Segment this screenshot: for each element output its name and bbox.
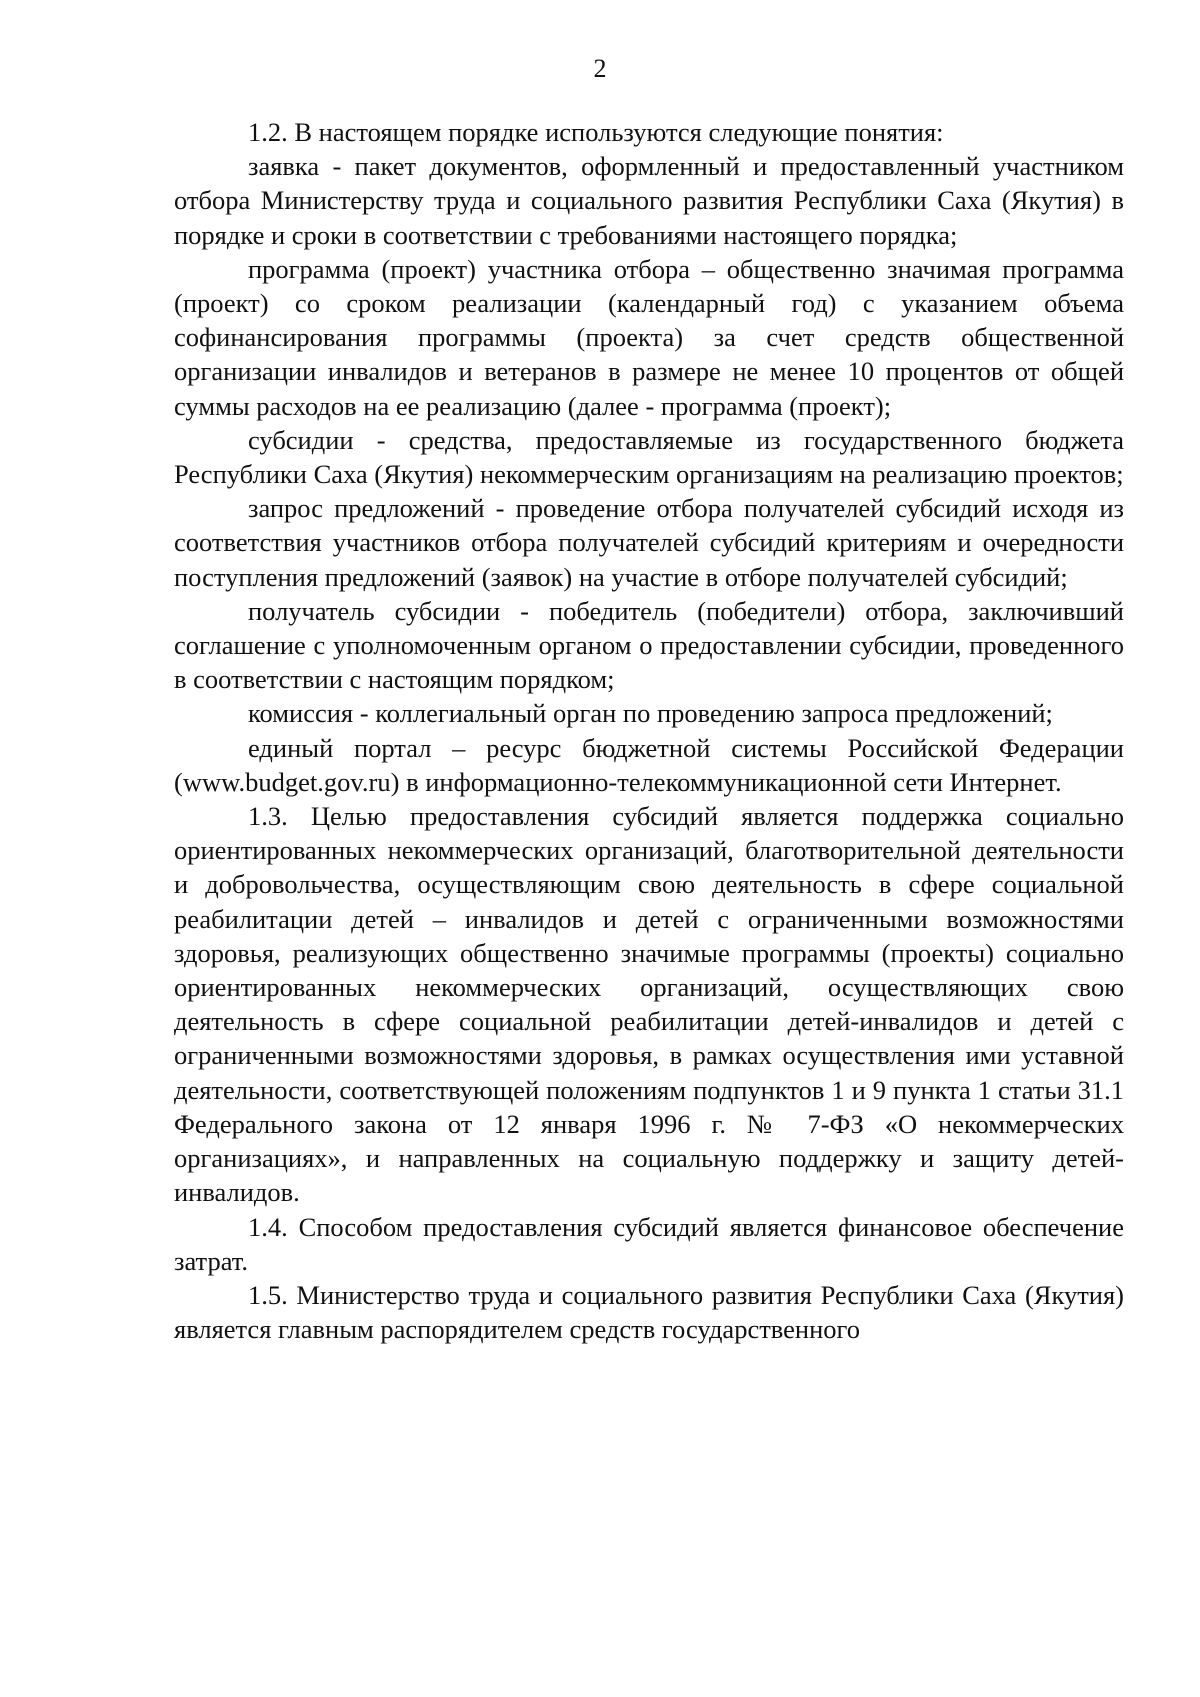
paragraph-definition-subsidies: субсидии - средства, предоставляемые из государственного бюджета Республики Саха (Якутия) некоммерческим организациям на реализацию проектов; xyxy=(174,424,1124,490)
paragraph-definition-portal: единый портал – ресурс бюджетной системы Российской Федерации (www.budget.gov.ru) в информационно-телекоммуникационной сети Интернет. xyxy=(174,732,1124,797)
paragraph-1-2-intro: 1.2. В настоящем порядке используются следующие понятия: xyxy=(248,117,944,147)
document-body xyxy=(174,115,1124,1346)
paragraph-definition-request-for-proposals: запрос предложений - проведение отбора получателей субсидий исходя из соответствия участников отбора получателей субсидий критериям и очередности поступления предложений (заявок) на участие в отборе получателей субсидий; xyxy=(174,493,1124,592)
page-number: 2 xyxy=(593,54,607,83)
paragraph-1-5-ministry: 1.5. Министерство труда и социального развития Республики Саха (Якутия) является главным распорядителем средств государственного xyxy=(174,1279,1124,1345)
paragraph-1-3-purpose: 1.3. Целью предоставления субсидий является поддержка социально ориентированных некоммерческих организаций, благотворительной деятельности и добровольчества, осуществляющим свою деятельность в сфере социальной реабилитации детей – инвалидов и детей с ограниченными возможностями здоровья, реализующих общественно значимые программы (проекты) социально ориентированных некоммерческих организаций, осуществляющих свою деятельность в сфере социальной реабилитации детей-инвалидов и детей с ограниченными возможностями здоровья, в рамках осуществления ими уставной деятельности, соответствующей положениям подпунктов 1 и 9 пункта 1 статьи 31.1 Федерального закона от 12 января 1996 г. № 7-ФЗ «О некоммерческих организациях», и направленных на социальную поддержку и защиту детей-инвалидов. xyxy=(174,801,1124,1208)
paragraph-definition-commission: комиссия - коллегиальный орган по проведению запроса предложений; xyxy=(248,698,1053,729)
paragraph-definition-application: заявка - пакет документов, оформленный и предоставленный участником отбора Министерству труда и социального развития Республики Саха (Якутия) в порядке и сроки в соответствии с требованиями настоящего порядка; xyxy=(174,151,1124,250)
paragraph-1-4-method: 1.4. Способом предоставления субсидий является финансовое обеспечение затрат. xyxy=(174,1211,1124,1276)
paragraph-definition-recipient: получатель субсидии - победитель (победители) отбора, заключивший соглашение с уполномоченным органом о предоставлении субсидии, проведенного в соответствии с настоящим порядком; xyxy=(174,595,1124,695)
paragraph-definition-program: программа (проект) участника отбора – общественно значимая программа (проект) со сроком реализации (календарный год) с указанием объема софинансирования программы (проекта) за счет средств общественной организации инвалидов и ветеранов в размере не менее 10 процентов от общей суммы расходов на ее реализацию (далее - программа (проект); xyxy=(174,253,1124,421)
